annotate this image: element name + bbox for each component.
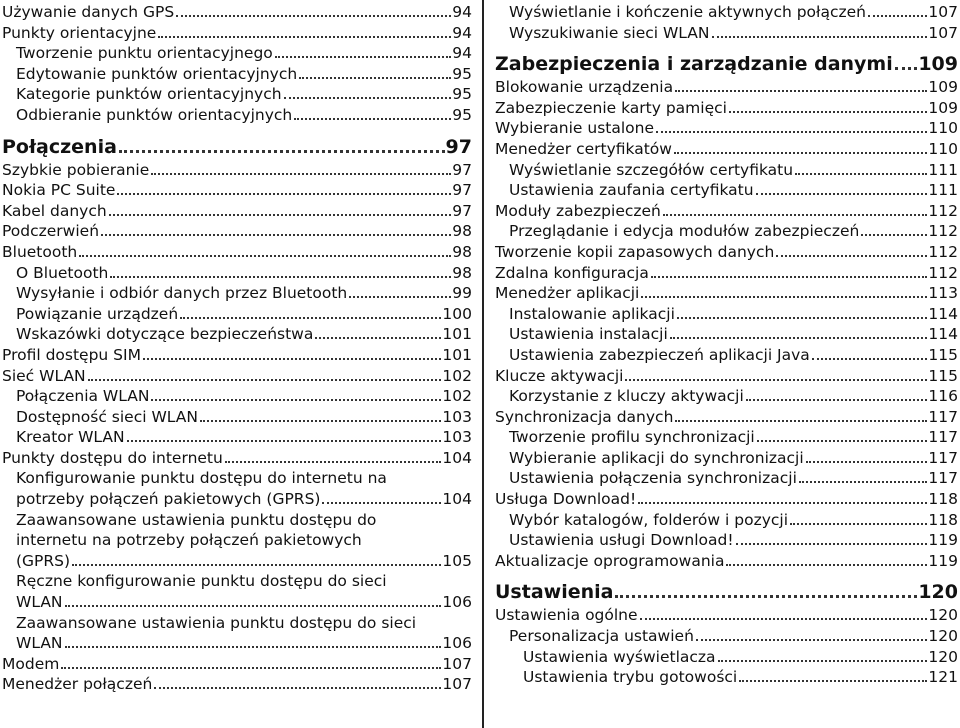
toc-entry-title: Wybieranie aplikacji do synchronizacji	[509, 448, 804, 467]
page-number: 117	[928, 448, 958, 467]
toc-entry[interactable]	[2, 654, 472, 675]
toc-entry[interactable]	[2, 2, 472, 23]
toc-entry[interactable]	[495, 647, 958, 668]
dot-leader	[625, 379, 927, 381]
column-divider	[482, 0, 484, 728]
toc-entry[interactable]	[2, 366, 472, 387]
toc-entry-title: Instalowanie aplikacji	[509, 304, 675, 323]
page-number: 115	[928, 366, 958, 385]
dot-leader	[65, 646, 442, 648]
page-number: 94	[452, 44, 472, 63]
dot-leader	[275, 56, 451, 58]
toc-entry-title: Menedżer połączeń	[2, 675, 153, 694]
page-number: 94	[452, 3, 472, 21]
toc-entry-title: Szybkie pobieranie	[2, 160, 150, 179]
dot-leader	[180, 317, 441, 319]
toc-entry-title: Klucze aktywacji	[495, 366, 624, 385]
page-number: 105	[442, 551, 472, 570]
toc-entry[interactable]	[495, 324, 958, 345]
dot-leader	[151, 173, 451, 175]
page-number: 110	[928, 119, 958, 138]
toc-entry[interactable]	[495, 366, 958, 387]
dot-leader	[88, 379, 442, 381]
page-number: 114	[928, 325, 958, 344]
page-number: 100	[442, 304, 472, 323]
toc-entry[interactable]	[495, 201, 958, 222]
page-number: 117	[928, 407, 958, 426]
dot-leader	[677, 317, 928, 319]
page-number: 120	[928, 606, 958, 625]
toc-entry[interactable]	[495, 263, 958, 284]
toc-entry[interactable]	[495, 180, 958, 201]
dot-leader	[718, 660, 928, 662]
toc-entry-title: Aktualizacje oprogramowania	[495, 551, 725, 570]
toc-entry[interactable]	[2, 160, 472, 181]
page-number: 112	[928, 242, 958, 261]
toc-entry[interactable]	[2, 84, 472, 105]
page-number: 107	[442, 675, 472, 694]
dot-leader	[72, 564, 441, 566]
page-number: 97	[452, 201, 472, 220]
page-number: 98	[452, 242, 472, 261]
toc-entry-last-line	[2, 592, 472, 613]
toc-entry[interactable]	[495, 530, 958, 551]
toc-entry[interactable]	[495, 407, 958, 428]
toc-entry[interactable]	[2, 468, 472, 509]
toc-entry[interactable]	[495, 118, 958, 139]
dot-leader	[868, 15, 927, 17]
page-number: 118	[928, 490, 958, 509]
toc-entry[interactable]	[2, 324, 472, 345]
page-number: 109	[928, 78, 958, 97]
page-number: 119	[928, 551, 958, 570]
toc-entry-title: Wyświetlanie szczegółów certyfikatu	[509, 160, 794, 179]
toc-entry-title: Ustawienia instalacji	[509, 325, 668, 344]
page-number: 104	[442, 490, 472, 509]
page-number: 99	[452, 284, 472, 303]
toc-entry-title: Wybór katalogów, folderów i pozycji	[509, 510, 789, 529]
dot-leader	[651, 276, 928, 278]
toc-entry-title: Powiązanie urządzeń	[16, 304, 179, 323]
section-heading[interactable]	[495, 51, 958, 77]
dot-leader	[299, 77, 451, 79]
page-number: 111	[928, 181, 958, 200]
toc-entry[interactable]	[2, 613, 472, 654]
toc-entry[interactable]	[495, 77, 958, 98]
page-number: 107	[442, 654, 472, 673]
dot-leader	[176, 15, 451, 17]
toc-entry[interactable]	[2, 674, 472, 695]
toc-entry-title: Nokia PC Suite	[2, 181, 116, 200]
dot-leader	[712, 36, 928, 38]
dot-leader	[656, 131, 927, 133]
page-number: 119	[928, 531, 958, 550]
dot-leader	[110, 276, 451, 278]
dot-leader	[757, 440, 928, 442]
toc-entry-title: Wyświetlanie i kończenie aktywnych połączeń	[509, 3, 866, 21]
page-number: 113	[928, 284, 958, 303]
toc-right-column	[495, 2, 958, 688]
dot-leader	[663, 214, 928, 216]
page-number: 97	[445, 135, 472, 158]
page-number: 115	[928, 345, 958, 364]
toc-entry[interactable]	[495, 510, 958, 531]
toc-entry-title: Moduły zabezpieczeń	[495, 201, 661, 220]
dot-leader	[294, 118, 451, 120]
page-number: 120	[928, 627, 958, 646]
toc-entry-text-line: Zaawansowane ustawienia punktu dostępu do	[16, 510, 377, 529]
toc-entry[interactable]	[495, 386, 958, 407]
toc-entry-title: Dostępność sieci WLAN	[16, 407, 198, 426]
dot-leader	[670, 337, 928, 339]
toc-entry-title: Ustawienia połączenia synchronizacji	[509, 469, 797, 488]
toc-entry[interactable]	[2, 571, 472, 612]
toc-entry-title: Ustawienia zaufania certyfikatu	[509, 181, 754, 200]
dot-leader	[127, 440, 442, 442]
toc-entry-title: Menedżer certyfikatów	[495, 139, 672, 158]
toc-entry-last-line	[2, 633, 472, 654]
toc-entry-text-line: Konfigurowanie punktu dostępu do internetu na	[16, 469, 387, 488]
page-number: 121	[928, 668, 958, 687]
toc-entry[interactable]	[495, 160, 958, 181]
dot-leader	[739, 680, 927, 682]
toc-entry-text-line: (GPRS)	[16, 551, 71, 570]
toc-entry-title: Edytowanie punktów orientacyjnych	[16, 64, 298, 83]
toc-entry-title: Menedżer aplikacji	[495, 284, 640, 303]
dot-leader	[895, 67, 918, 70]
dot-leader	[615, 595, 917, 598]
dot-leader	[776, 255, 927, 257]
dot-leader	[65, 605, 442, 607]
toc-entry-last-line	[2, 551, 472, 572]
dot-leader	[795, 173, 927, 175]
dot-leader	[861, 234, 927, 236]
dot-leader	[756, 193, 928, 195]
page-number: 102	[442, 387, 472, 406]
toc-entry[interactable]	[495, 667, 958, 688]
dot-leader	[284, 97, 452, 99]
toc-entry-title: Personalizacja ustawień	[509, 627, 694, 646]
toc-entry[interactable]	[2, 407, 472, 428]
dot-leader	[225, 461, 442, 463]
toc-entry[interactable]	[2, 64, 472, 85]
toc-entry-text-line: internetu na potrzeby połączeń pakietowych	[16, 531, 362, 550]
toc-left-column	[2, 2, 472, 695]
toc-entry-text-line: potrzeby połączeń pakietowych (GPRS)	[16, 490, 321, 509]
dot-leader	[640, 618, 928, 620]
toc-entry[interactable]	[2, 304, 472, 325]
toc-entry[interactable]	[495, 2, 958, 23]
toc-entry[interactable]	[495, 345, 958, 366]
dot-leader	[322, 502, 441, 504]
toc-entry-title: Zabezpieczenia i zarządzanie danymi	[495, 53, 893, 76]
page-number: 116	[928, 387, 958, 406]
dot-leader	[726, 564, 927, 566]
page-number: 103	[442, 428, 472, 447]
toc-entry[interactable]	[2, 427, 472, 448]
page-number: 106	[442, 634, 472, 653]
toc-entry-text-line: Ręczne konfigurowanie punktu dostępu do sieci	[16, 572, 387, 591]
toc-entry[interactable]	[2, 242, 472, 263]
toc-entry-title: Wskazówki dotyczące bezpieczeństwa	[16, 325, 314, 344]
toc-entry[interactable]	[2, 43, 472, 64]
toc-entry[interactable]	[2, 448, 472, 469]
page-number: 120	[918, 581, 958, 604]
page-number: 94	[452, 23, 472, 42]
dot-leader	[790, 523, 927, 525]
toc-entry-title: Ustawienia ogólne	[495, 606, 638, 625]
dot-leader	[154, 687, 441, 689]
toc-entry-title: Kabel danych	[2, 201, 107, 220]
page-number: 111	[928, 160, 958, 179]
toc-entry[interactable]	[495, 427, 958, 448]
toc-entry[interactable]	[495, 448, 958, 469]
toc-entry[interactable]	[495, 98, 958, 119]
toc-entry-title: Ustawienia zabezpieczeń aplikacji Java	[509, 345, 810, 364]
dot-leader	[806, 461, 928, 463]
dot-leader	[736, 543, 928, 545]
toc-entry-title: Używanie danych GPS	[2, 3, 175, 21]
toc-entry-title: Kategorie punktów orientacyjnych	[16, 85, 282, 104]
dot-leader	[638, 502, 927, 504]
toc-entry-title: Tworzenie punktu orientacyjnego	[16, 44, 273, 63]
dot-leader	[79, 255, 451, 257]
page-number: 97	[452, 181, 472, 200]
dot-leader	[117, 193, 451, 195]
toc-entry-text-line: WLAN	[16, 593, 63, 612]
page-number: 109	[918, 53, 958, 76]
toc-entry-title: Tworzenie profilu synchronizacji	[509, 428, 755, 447]
section-heading[interactable]	[495, 579, 958, 605]
toc-entry-title: Ustawienia usługi Download!	[509, 531, 734, 550]
page-number: 101	[442, 325, 472, 344]
toc-entry-title: Wysyłanie i odbiór danych przez Bluetooth	[16, 284, 348, 303]
toc-entry-title: Odbieranie punktów orientacyjnych	[16, 105, 293, 124]
toc-entry-title: Wyszukiwanie sieci WLAN	[509, 23, 710, 42]
dot-leader	[119, 150, 445, 153]
page-number: 97	[452, 160, 472, 179]
toc-entry[interactable]	[2, 283, 472, 304]
dot-leader	[675, 90, 927, 92]
page-number: 112	[928, 263, 958, 282]
toc-entry-title: Profil dostępu SIM	[2, 345, 141, 364]
page-number: 103	[442, 407, 472, 426]
toc-entry-title: Punkty orientacyjne	[2, 23, 157, 42]
toc-entry[interactable]	[2, 386, 472, 407]
toc-entry-title: Zabezpieczenie karty pamięci	[495, 98, 727, 117]
toc-entry-text-line: Zaawansowane ustawienia punktu dostępu do sieci	[16, 613, 417, 632]
toc-entry-title: Sieć WLAN	[2, 366, 86, 385]
toc-entry-title: Usługa Download!	[495, 490, 637, 509]
toc-entry-text-line: WLAN	[16, 634, 63, 653]
toc-entry-title: Synchronizacja danych	[495, 407, 674, 426]
toc-entry-title: Kreator WLAN	[16, 428, 125, 447]
toc-entry[interactable]	[495, 242, 958, 263]
dot-leader	[746, 399, 928, 401]
toc-entry-title: Tworzenie kopii zapasowych danych	[495, 242, 775, 261]
toc-entry[interactable]	[2, 105, 472, 126]
page-number: 102	[442, 366, 472, 385]
toc-entry[interactable]	[495, 304, 958, 325]
page-number: 98	[452, 263, 472, 282]
dot-leader	[812, 358, 928, 360]
page-number: 95	[452, 85, 472, 104]
toc-entry-last-line	[2, 489, 472, 510]
page-number: 112	[928, 201, 958, 220]
dot-leader	[674, 152, 927, 154]
section-heading[interactable]	[2, 134, 472, 160]
toc-entry[interactable]	[495, 23, 958, 44]
page-number: 120	[928, 647, 958, 666]
page-number: 106	[442, 593, 472, 612]
toc-entry[interactable]	[2, 201, 472, 222]
toc-entry[interactable]	[2, 263, 472, 284]
dot-leader	[349, 296, 451, 298]
toc-entry-title: Modem	[2, 654, 60, 673]
toc-entry[interactable]	[495, 283, 958, 304]
dot-leader	[143, 358, 441, 360]
page-number: 104	[442, 448, 472, 467]
page-number: 114	[928, 304, 958, 323]
page-number: 101	[442, 345, 472, 364]
page-number: 107	[928, 23, 958, 42]
toc-entry[interactable]	[495, 489, 958, 510]
toc-entry[interactable]	[2, 345, 472, 366]
page-number: 118	[928, 510, 958, 529]
page-number: 112	[928, 222, 958, 241]
toc-entry-title: Bluetooth	[2, 242, 78, 261]
toc-entry[interactable]	[2, 510, 472, 572]
page-number: 110	[928, 139, 958, 158]
toc-entry-title: Połączenia WLAN	[16, 387, 150, 406]
toc-entry[interactable]	[495, 139, 958, 160]
toc-entry-title: Zdalna konfiguracja	[495, 263, 649, 282]
page-number: 95	[452, 64, 472, 83]
toc-entry-title: Przeglądanie i edycja modułów zabezpieczeń	[509, 222, 860, 241]
toc-entry[interactable]	[495, 626, 958, 647]
toc-entry-title: Wybieranie ustalone	[495, 119, 654, 138]
dot-leader	[799, 481, 928, 483]
dot-leader	[675, 420, 927, 422]
toc-entry-title: Ustawienia	[495, 581, 614, 604]
dot-leader	[696, 639, 928, 641]
dot-leader	[109, 214, 452, 216]
toc-entry-title: Ustawienia wyświetlacza	[523, 647, 716, 666]
dot-leader	[641, 296, 927, 298]
toc-entry-title: Podczerwień	[2, 222, 100, 241]
toc-entry[interactable]	[495, 605, 958, 626]
dot-leader	[158, 36, 451, 38]
toc-entry-title: Punkty dostępu do internetu	[2, 448, 223, 467]
dot-leader	[61, 667, 441, 669]
toc-entry[interactable]	[495, 468, 958, 489]
toc-entry[interactable]	[495, 551, 958, 572]
toc-entry-title: O Bluetooth	[16, 263, 109, 282]
page-number: 107	[928, 3, 958, 21]
dot-leader	[315, 337, 441, 339]
toc-entry-title: Połączenia	[2, 135, 117, 158]
toc-entry[interactable]	[2, 221, 472, 242]
toc-entry-title: Ustawienia trybu gotowości	[523, 668, 738, 687]
dot-leader	[101, 234, 451, 236]
page-number: 109	[928, 98, 958, 117]
toc-entry[interactable]	[495, 221, 958, 242]
toc-entry-title: Blokowanie urządzenia	[495, 78, 674, 97]
page-number: 117	[928, 428, 958, 447]
toc-entry[interactable]	[2, 23, 472, 44]
page-number: 98	[452, 222, 472, 241]
page-number: 95	[452, 105, 472, 124]
page-number: 117	[928, 469, 958, 488]
toc-entry[interactable]	[2, 180, 472, 201]
dot-leader	[729, 111, 927, 113]
dot-leader	[151, 399, 441, 401]
toc-entry-title: Korzystanie z kluczy aktywacji	[509, 387, 744, 406]
dot-leader	[200, 420, 441, 422]
